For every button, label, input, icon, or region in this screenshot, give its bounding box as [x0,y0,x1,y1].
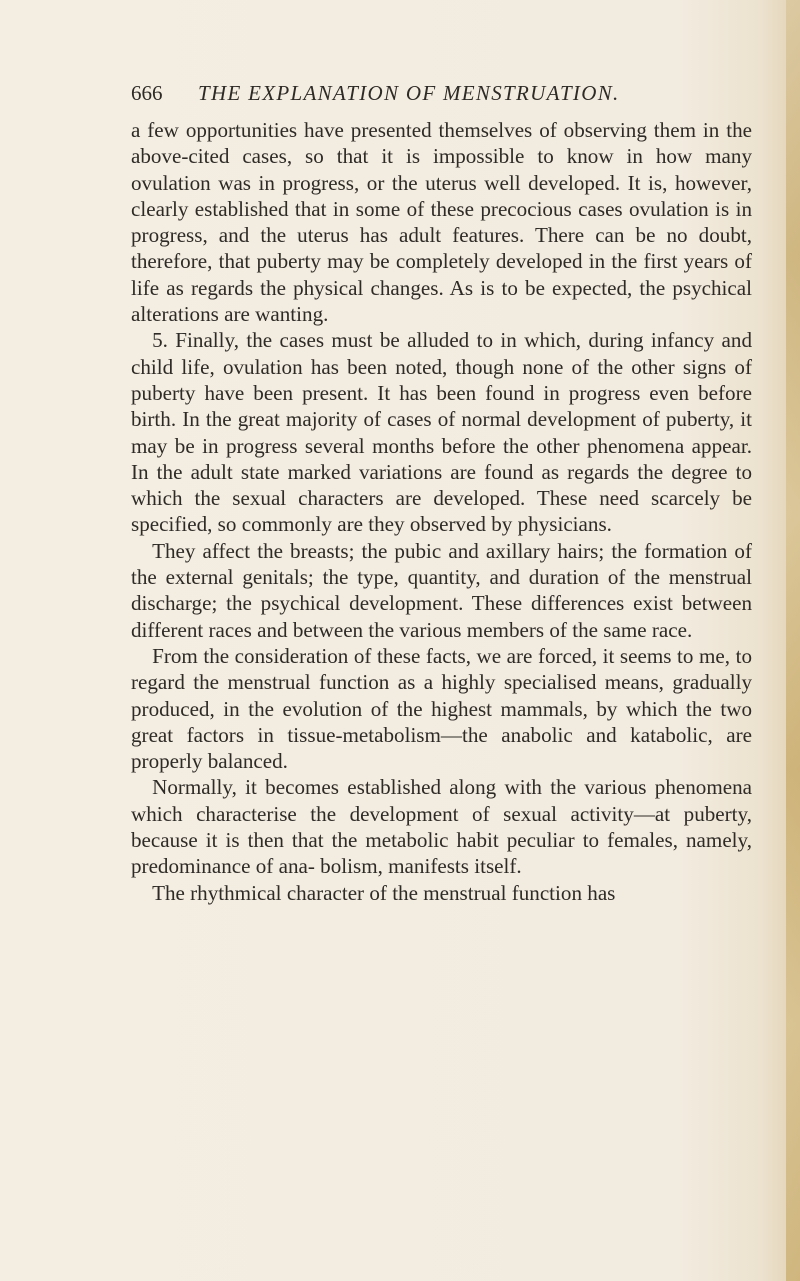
paragraph-consideration: From the consideration of these facts, we are forced, it seems to me, to regard the menstrual function as a highly specialised means, gradually produced, in the evolution of the highest mammals, by which the two great factors in tissue-metabolism—the anabolic and katabolic, are properly balanced. [131,643,752,774]
body-text [131,117,752,906]
paragraph-rhythmical: The rhythmical character of the menstrual function has [152,880,616,905]
running-title: THE EXPLANATION OF MENSTRUATION. [198,81,620,105]
paragraph-breasts: They affect the breasts; the pubic and axillary hairs; the formation of the external genitals; the type, quantity, and duration of the menstrual discharge; the psychical development. These differences exist between different races and between the various members of the same race. [131,538,752,642]
paragraph-normally: Normally, it becomes established along with the various phenomena which characterise the development of sexual activity—at puberty, because it is then that the metabolic habit peculiar to females, namely, predominance of ana- bolism, manifests itself. [131,775,752,879]
paragraph-continuation: a few opportunities have presented themselves of observing them in the above-cited cases, so that it is impossible to know in how many ovulation was in progress, or the uterus well developed. It is, however, clearly established that in some of these precocious cases ovulation is in progress, and the uterus has adult features. There can be no doubt, therefore, that puberty may be completely developed in the first years of life as regards the physical changes. As is to be expected, the psychical alterations are wanting. [131,118,752,327]
page-edge-stain [786,0,800,1281]
page-number: 666 [131,81,163,105]
paragraph-point-5: 5. Finally, the cases must be alluded to in which, during infancy and child life, ovulation has been noted, though none of the other signs of puberty have been present. It has been found in progress even before birth. In the great majority of cases of normal development of puberty, it may be in progress several months before the other phenomena appear. In the adult state marked variations are found as regards the degree to which the sexual characters are developed. These need scarcely be specified, so commonly are they observed by physicians. [131,328,752,537]
running-header [131,78,731,108]
